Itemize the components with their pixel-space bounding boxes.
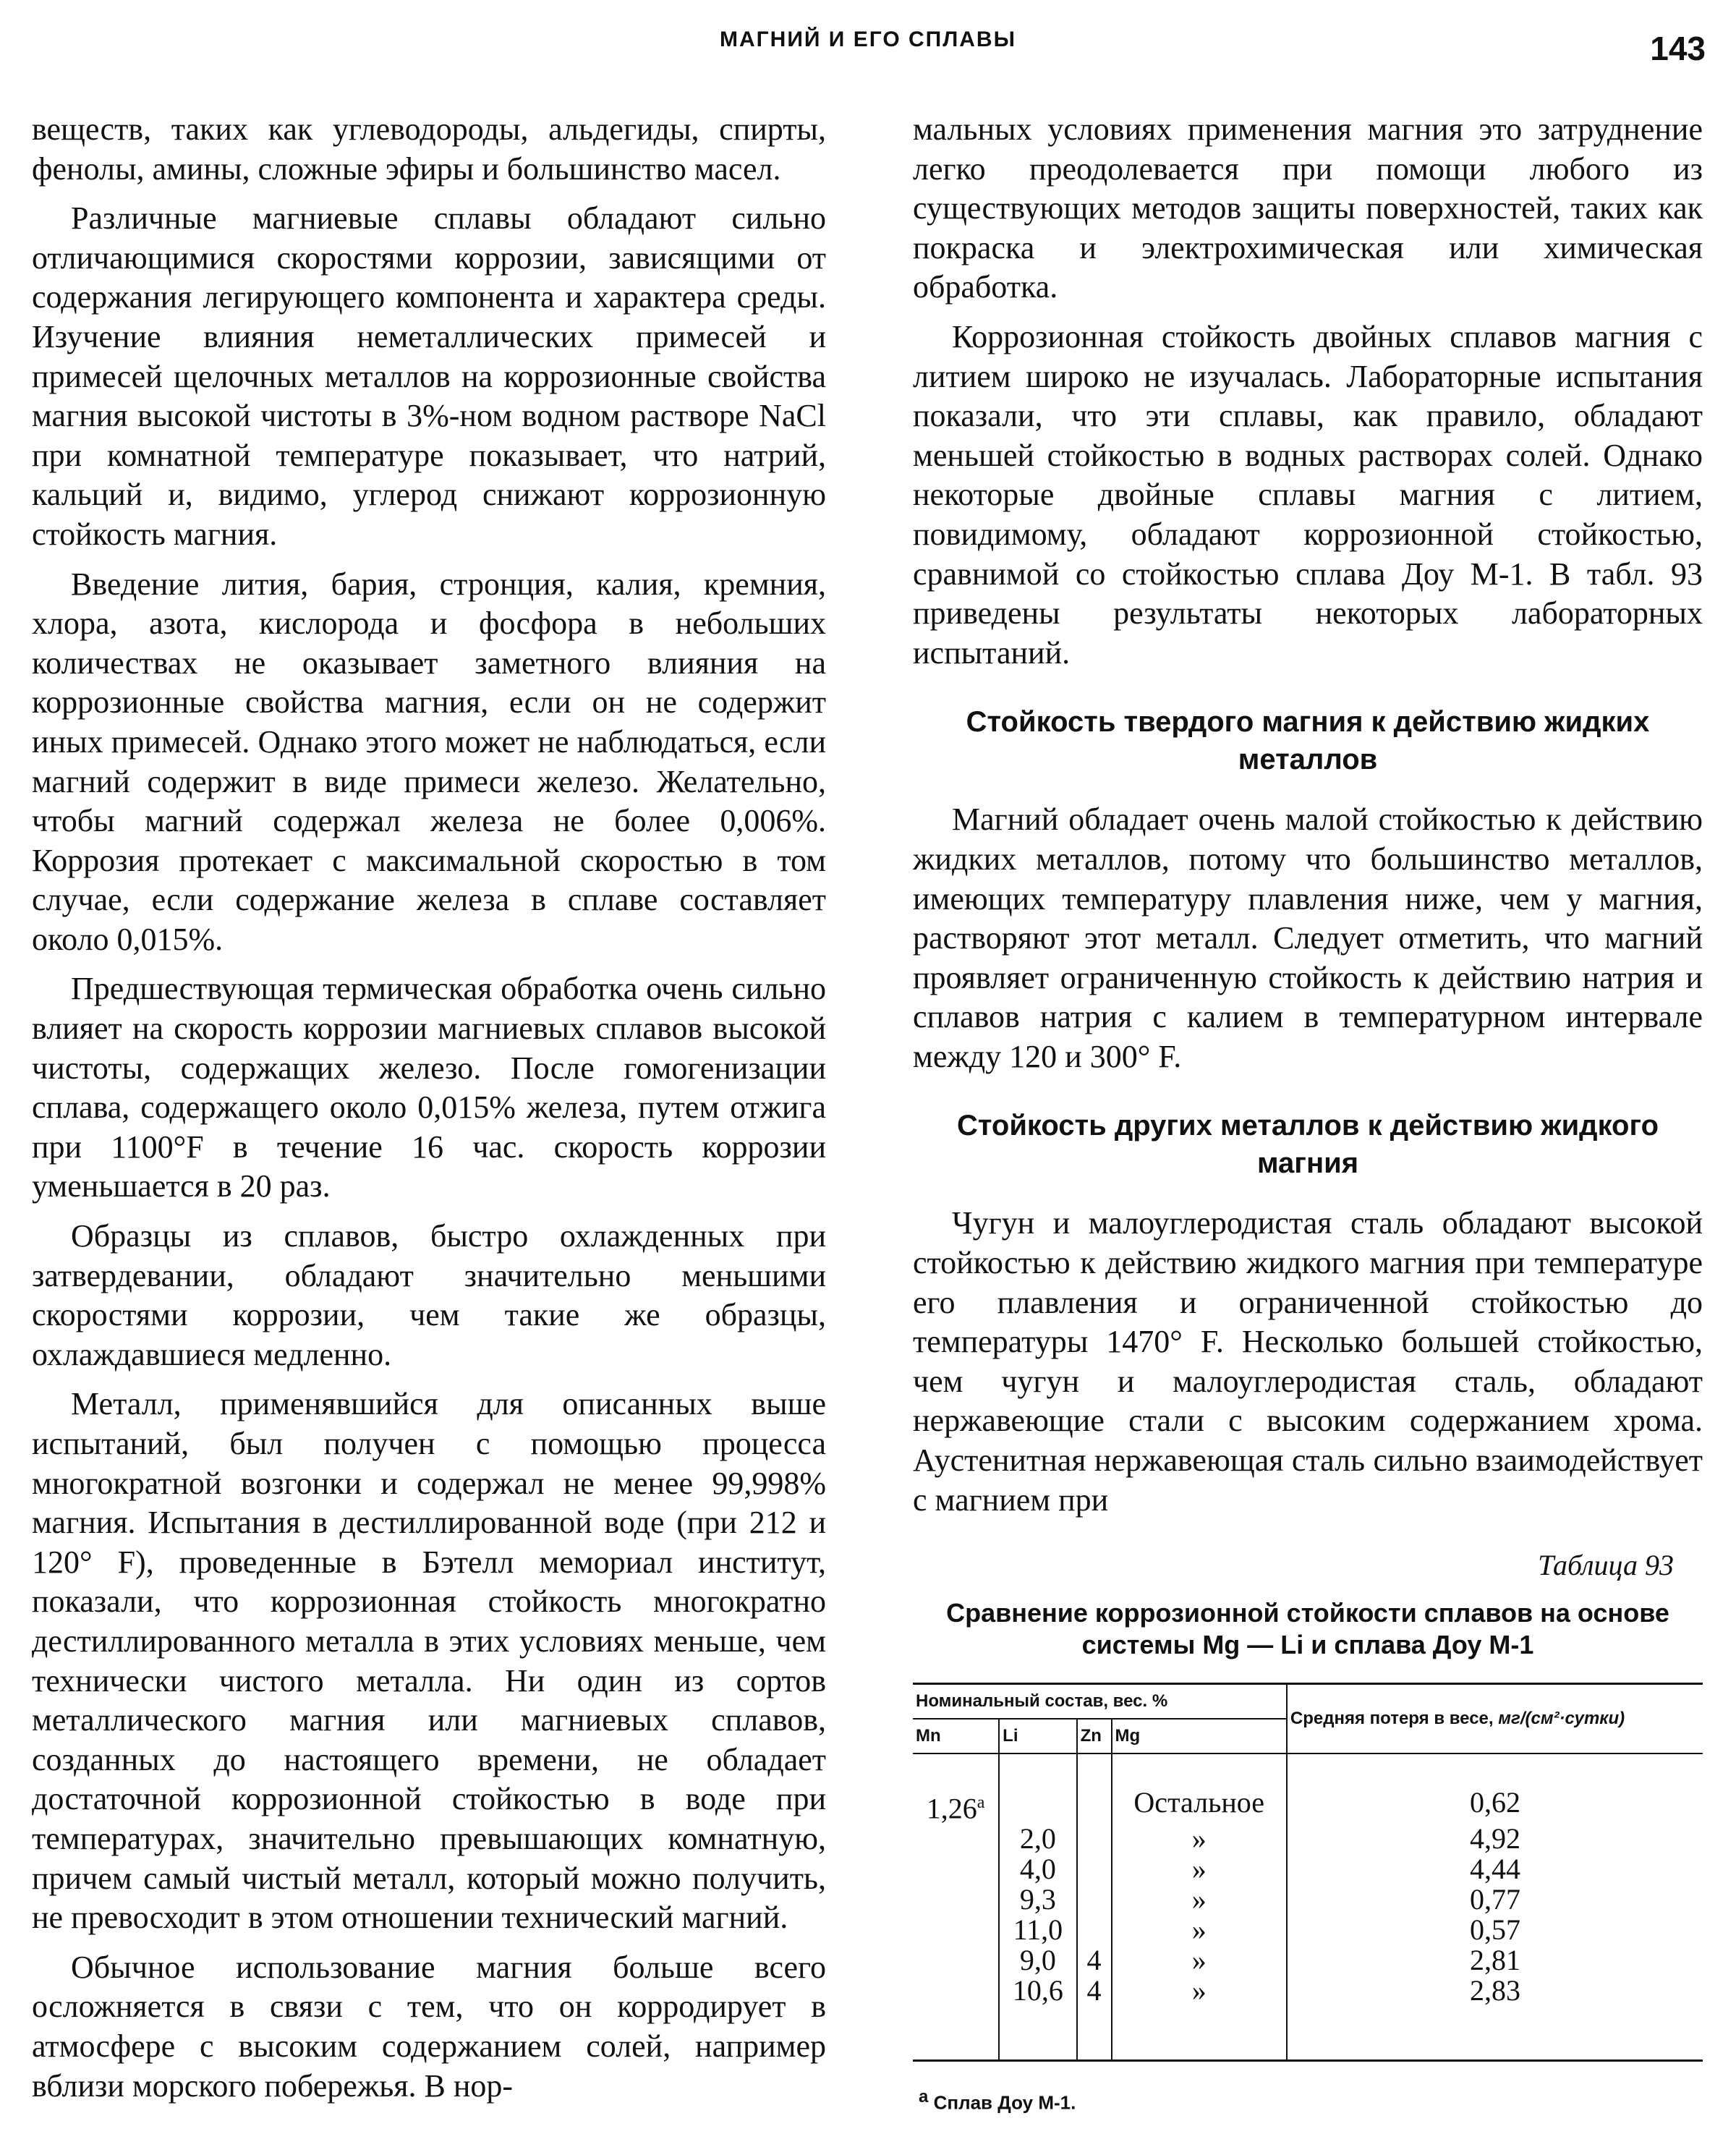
- cell-li: 9,3: [999, 1884, 1076, 1915]
- paragraph: Предшествующая термическая обработка очень сильно влияет на скорость коррозии магниевых сплавов высокой чистоты, содержащих железо. После гомогенизации сплава, содержащего около 0,015% железа, путем отжига при 1100°F в течение 16 час. скорость коррозии уменьшается в 20 раз.: [32, 971, 826, 1204]
- cell-mn: [913, 1884, 999, 1915]
- paragraph: Магний обладает очень малой стойкостью к действию жидких металлов, потому что большинство металлов, имеющих температуру плавления ниже, чем у магния, растворяют этот металл. Следует отметить, что магний проявляет ограниченную стойкость к действию натрия и сплавов натрия с калием в температурном интервале между 120 и 300° F.: [913, 802, 1703, 1074]
- paragraph: Различные магниевые сплавы обладают сильно отличающимися скоростями коррозии, зависящими от содержания легирующего компонента и характера среды. Изучение влияния неметаллических примесей и примесей щелочных металлов на коррозионные свойства магния высокой чистоты в 3%-ном водном растворе NaCl при комнатной температуре показывает, что натрий, кальций и, видимо, углерод снижают коррозионную стойкость магния.: [32, 200, 826, 552]
- column-header-mn: Mn: [913, 1719, 999, 1753]
- table-row: [913, 1824, 1703, 1854]
- cell-loss: 0,77: [1287, 1884, 1703, 1915]
- loss-header: [1287, 1683, 1703, 1753]
- cell-loss: 0,62: [1287, 1787, 1703, 1824]
- cell-mg: »: [1112, 1945, 1287, 1976]
- column-header-mg: Mg: [1112, 1719, 1287, 1753]
- cell-li: 10,6: [999, 1976, 1076, 2006]
- cell-loss: 2,83: [1287, 1976, 1703, 2006]
- cell-mg: »: [1112, 1854, 1287, 1884]
- cell-zn: [1077, 1884, 1112, 1915]
- cell-li: 9,0: [999, 1945, 1076, 1976]
- table-row: [913, 1854, 1703, 1884]
- cell-mn: [913, 1854, 999, 1884]
- cell-zn: 4: [1077, 1945, 1112, 1976]
- running-title: МАГНИЙ И ЕГО СПЛАВЫ: [720, 27, 1016, 51]
- cell-li: 4,0: [999, 1854, 1076, 1884]
- cell-li: 11,0: [999, 1915, 1076, 1945]
- section-heading-solid-magnesium: Стойкость твердого магния к действию жидких металлов: [966, 706, 1650, 776]
- cell-mn: [913, 1915, 999, 1945]
- paragraph: Введение лития, бария, стронция, калия, кремния, хлора, азота, кислорода и фосфора в небольших количествах не оказывает заметного влияния на коррозионные свойства магния, если он не содержит иных примесей. Однако этого может не наблюдаться, если магний содержит в виде примеси железо. Желательно, чтобы магний содержал железа не более 0,006%. Коррозия протекает с максимальной скоростью в том случае, если содержание железа в сплаве составляет около 0,015%.: [32, 566, 826, 957]
- cell-loss: 2,81: [1287, 1945, 1703, 1976]
- cell-mn: [913, 1945, 999, 1976]
- loss-unit: мг/(см²·сутки): [1498, 1708, 1625, 1728]
- page-number: 143: [1650, 30, 1706, 67]
- paragraph: Образцы из сплавов, быстро охлажденных при затвердевании, обладают значительно меньшими скоростями коррозии, чем такие же образцы, охлаждавшиеся медленно.: [32, 1218, 826, 1372]
- cell-zn: 4: [1077, 1976, 1112, 2006]
- cell-loss: 4,92: [1287, 1824, 1703, 1854]
- cell-zn: [1077, 1787, 1112, 1824]
- table-row: [913, 1915, 1703, 1945]
- cell-mg: Остальное: [1112, 1787, 1287, 1824]
- section-heading-other-metals: Стойкость других металлов к действию жидкого магния: [956, 1110, 1659, 1180]
- cell-li: 2,0: [999, 1824, 1076, 1854]
- cell-mg: »: [1112, 1915, 1287, 1945]
- column-header-zn: Zn: [1077, 1719, 1112, 1753]
- table-body: [913, 1753, 1703, 2061]
- cell-mn: [913, 1824, 999, 1854]
- paragraph: Чугун и малоуглеродистая сталь обладают высокой стойкостью к действию жидкого магния при температуре его плавления и ограниченной стойкостью до температуры 1470° F. Несколько большей стойкостью, чем чугун и малоуглеродистая сталь, обладают нержавеющие стали с высоким содержанием хрома. Аустенитная нержавеющая сталь сильно взаимодействует с магнием при: [913, 1205, 1703, 1518]
- right-column: [913, 110, 1703, 2122]
- corrosion-table: [913, 1683, 1703, 2062]
- cell-mg: »: [1112, 1884, 1287, 1915]
- cell-zn: [1077, 1824, 1112, 1854]
- paragraph: Обычное использование магния больше всего осложняется в связи с тем, что он корродирует в атмосфере с высоким содержанием солей, например вблизи морского побережья. В нор-: [32, 1949, 826, 2104]
- paragraph: веществ, таких как углеводороды, альдегиды, спирты, фенолы, амины, сложные эфиры и большинство масел.: [32, 111, 826, 187]
- left-column: [32, 110, 826, 2116]
- table-row: [913, 1787, 1703, 1824]
- paragraph: Коррозионная стойкость двойных сплавов магния с литием широко не изучалась. Лабораторные испытания показали, что эти сплавы, как правило, обладают меньшей стойкостью в водных растворах солей. Однако некоторые двойные сплавы магния с литием, повидимому, обладают коррозионной стойкостью, сравнимой со стойкостью сплава Доу М-1. В табл. 93 приведены результаты некоторых лабораторных испытаний.: [913, 318, 1703, 671]
- column-header-li: Li: [999, 1719, 1076, 1753]
- cell-mn: $1,26^а$: [926, 1792, 985, 1825]
- footnote-mark: а: [919, 2087, 929, 2107]
- cell-zn: [1077, 1854, 1112, 1884]
- loss-header-text: Средняя потеря в весе,: [1290, 1708, 1494, 1728]
- cell-mg: »: [1112, 1824, 1287, 1854]
- paragraph: Металл, применявшийся для описанных выше испытаний, был получен с помощью процесса многократной возгонки и содержал не менее 99,998% магния. Испытания в дестиллированной воде (при 212 и 120° F), проведенные в Бэтелл мемориал институт, показали, что коррозионная стойкость многократно дестиллированного металла в этих условиях меньше, чем технически чистого металла. Ни один из сортов металлического магния или магниевых сплавов, созданных до настоящего времени, не обладает достаточной коррозионной стойкостью в воде при температурах, значительно превышающих комнатную, причем самый чистый металл, который можно получить, не превосходит в этом отношении технический магний.: [32, 1386, 826, 1936]
- cell-loss: 0,57: [1287, 1915, 1703, 1945]
- table-label: Таблица 93: [1538, 1549, 1674, 1582]
- cell-loss: 4,44: [1287, 1854, 1703, 1884]
- composition-group-header: Номинальный состав, вес. %: [913, 1683, 1287, 1719]
- table-row: [913, 1884, 1703, 1915]
- cell-mn: [913, 1976, 999, 2006]
- footnote-mark: а: [977, 1793, 985, 1812]
- cell-zn: [1077, 1915, 1112, 1945]
- table-row: [913, 1976, 1703, 2006]
- footnote-text: Сплав Доу М-1.: [933, 2091, 1076, 2114]
- cell-mg: »: [1112, 1976, 1287, 2006]
- table-row: [913, 1945, 1703, 1976]
- table-title: Сравнение коррозионной стойкости сплавов на основе системы Mg — Li и сплава Доу М-1: [946, 1597, 1669, 1659]
- cell-li: [999, 1787, 1076, 1824]
- table-footnote: [919, 2078, 1703, 2122]
- paragraph: мальных условиях применения магния это затруднение легко преодолевается при помощи любого из существующих методов защиты поверхностей, таких как покраска и электрохимическая или химическая обработка.: [913, 111, 1703, 305]
